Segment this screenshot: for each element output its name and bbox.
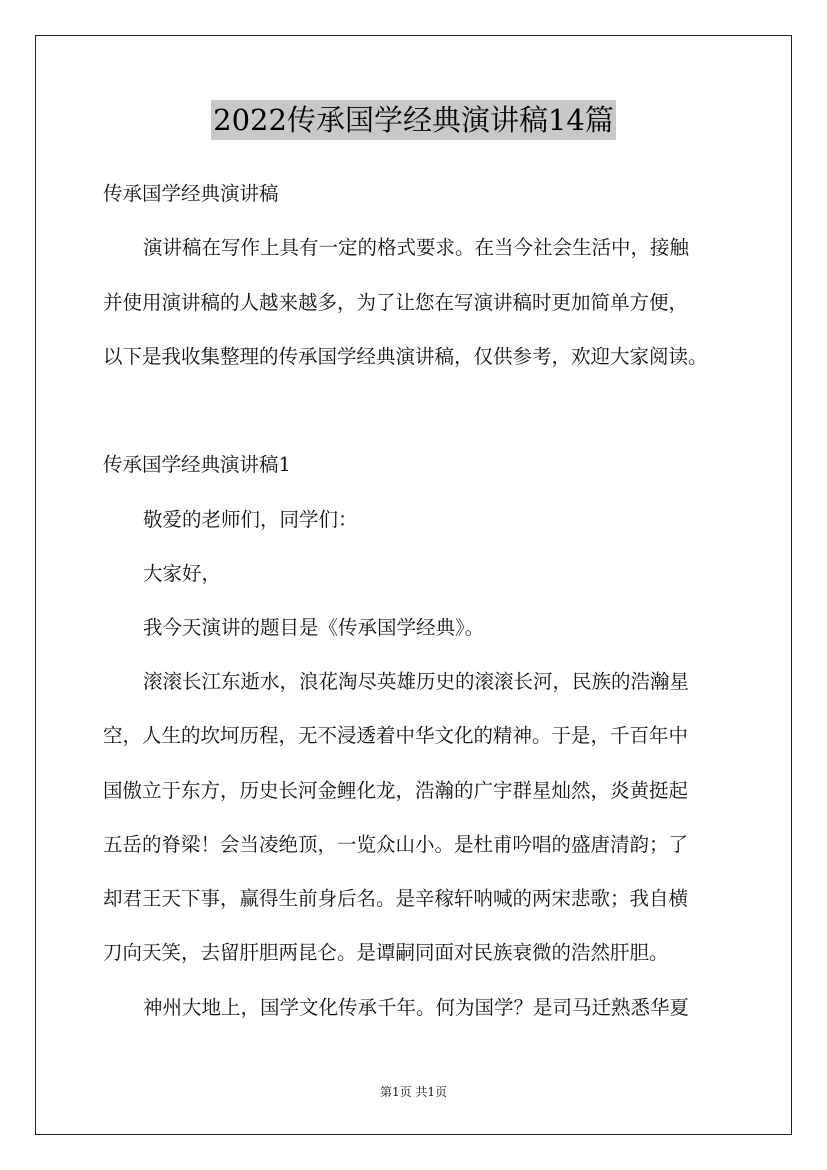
section-heading: 传承国学经典演讲稿: [103, 182, 279, 205]
page-number-footer: 第1页 共1页: [379, 1085, 448, 1099]
paragraph-line: 演讲稿在写作上具有一定的格式要求。在当今社会生活中，接触: [143, 236, 690, 259]
title-container: [0, 100, 827, 140]
paragraph-line: 神州大地上，国学文化传承千年。何为国学？是司马迁熟悉华夏: [143, 996, 690, 1019]
paragraph-line: 我今天演讲的题目是《传承国学经典》。: [143, 616, 485, 639]
paragraph-line: 五岳的脊梁！会当凌绝顶，一览众山小。是杜甫吟唱的盛唐清韵；了: [103, 833, 689, 856]
paragraph-line: 并使用演讲稿的人越来越多，为了让您在写演讲稿时更加简单方便，: [103, 291, 689, 314]
paragraph-line: 刀向天笑，去留肝胆两昆仑。是谭嗣同面对民族衰微的浩然肝胆。: [103, 941, 669, 964]
document-title: 2022传承国学经典演讲稿14篇: [211, 100, 616, 140]
paragraph-line: 滚滚长江东逝水，浪花淘尽英雄历史的滚滚长河，民族的浩瀚星: [143, 670, 690, 693]
paragraph-line: 大家好，: [143, 562, 222, 585]
section-heading: 传承国学经典演讲稿1: [103, 453, 291, 476]
paragraph-line: 国傲立于东方，历史长河金鲤化龙，浩瀚的广宇群星灿然，炎黄挺起: [103, 779, 689, 802]
paragraph-line: 敬爱的老师们，同学们：: [143, 508, 358, 531]
paragraph-line: 以下是我收集整理的传承国学经典演讲稿，仅供参考，欢迎大家阅读。: [103, 345, 708, 368]
paragraph-line: 却君王天下事，赢得生前身后名。是辛稼轩呐喊的两宋悲歌；我自横: [103, 887, 689, 910]
paragraph-line: 空，人生的坎坷历程，无不浸透着中华文化的精神。于是，千百年中: [103, 724, 689, 747]
